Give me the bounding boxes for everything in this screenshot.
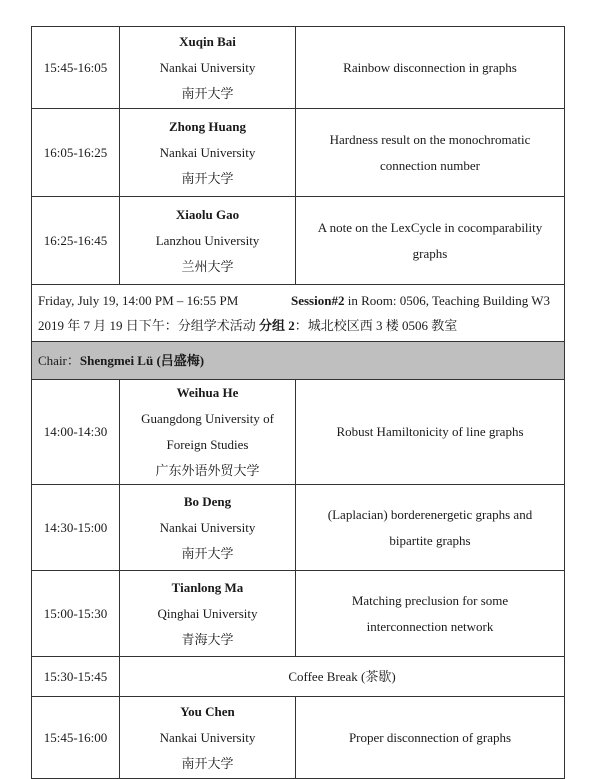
talk-title bbox=[296, 27, 565, 109]
talk-title-line: Matching preclusion for some bbox=[351, 592, 509, 608]
speaker-affiliation: Guangdong University of bbox=[141, 411, 274, 426]
time-cell: 15:45-16:05 bbox=[32, 27, 120, 109]
table-row bbox=[32, 485, 565, 571]
break-label: Coffee Break (茶歇) bbox=[120, 657, 565, 697]
speaker-name: Xuqin Bai bbox=[179, 33, 236, 49]
speaker-cell bbox=[120, 109, 296, 197]
talk-title bbox=[296, 109, 565, 197]
table-row bbox=[32, 697, 565, 779]
speaker-affiliation: Nankai University bbox=[159, 519, 256, 535]
chair-row bbox=[32, 342, 565, 380]
chair-label: Chair： bbox=[38, 352, 80, 368]
talk-title-line: (Laplacian) borderenergetic graphs and bbox=[327, 506, 533, 522]
speaker-affiliation: Qinghai University bbox=[157, 605, 258, 621]
session-line-zh bbox=[38, 313, 558, 338]
talk-title-line: Rainbow disconnection in graphs bbox=[343, 59, 517, 75]
table-row bbox=[32, 27, 565, 109]
session-zh-post: ：城北校区西 3 楼 0506 教室 bbox=[294, 318, 458, 333]
speaker-name: Zhong Huang bbox=[169, 118, 246, 134]
chair-name: Shengmei Lü (吕盛梅) bbox=[79, 352, 205, 368]
session-number: Session#2 bbox=[291, 293, 345, 308]
session-line-en bbox=[38, 288, 558, 313]
talk-title bbox=[296, 571, 565, 657]
speaker-name: Tianlong Ma bbox=[171, 579, 244, 595]
speaker-name: Bo Deng bbox=[183, 493, 232, 509]
speaker-affiliation: Foreign Studies bbox=[166, 437, 249, 452]
speaker-name: Weihua He bbox=[176, 385, 239, 400]
talk-title-line: interconnection network bbox=[366, 618, 494, 634]
schedule-table bbox=[31, 26, 565, 779]
talk-title-line: graphs bbox=[412, 245, 448, 261]
time-cell: 14:00-14:30 bbox=[32, 380, 120, 485]
speaker-cell bbox=[120, 571, 296, 657]
speaker-cell bbox=[120, 697, 296, 779]
session-room bbox=[291, 288, 550, 313]
talk-title-line: Robust Hamiltonicity of line graphs bbox=[336, 424, 524, 439]
chair-cell bbox=[32, 342, 565, 380]
table-row bbox=[32, 571, 565, 657]
speaker-affiliation: Nankai University bbox=[159, 729, 256, 745]
talk-title bbox=[296, 197, 565, 285]
talk-title: Proper disconnection of graphs bbox=[296, 697, 565, 779]
time-cell: 15:45-16:00 bbox=[32, 697, 120, 779]
time-cell: 15:30-15:45 bbox=[32, 657, 120, 697]
speaker-affiliation-zh: 南开大学 bbox=[181, 85, 234, 101]
time-cell: 14:30-15:00 bbox=[32, 485, 120, 571]
talk-title-line: connection number bbox=[380, 157, 480, 173]
session-datetime: Friday, July 19, 14:00 PM – 16:55 PM bbox=[38, 293, 239, 308]
session-zh-pre: 2019 年 7 月 19 日下午：分组学术活动 bbox=[38, 318, 260, 333]
speaker-affiliation: Lanzhou University bbox=[155, 232, 260, 248]
session-info bbox=[32, 285, 565, 342]
session-row bbox=[32, 285, 565, 342]
speaker-name: You Chen bbox=[180, 703, 235, 719]
speaker-affiliation-zh: 南开大学 bbox=[181, 755, 234, 771]
speaker-affiliation-zh: 兰州大学 bbox=[181, 258, 234, 274]
session-room-text: in Room: 0506, Teaching Building W3 bbox=[344, 293, 550, 308]
talk-title-line: Hardness result on the monochromatic bbox=[329, 131, 531, 147]
time-cell: 16:25-16:45 bbox=[32, 197, 120, 285]
speaker-cell bbox=[120, 485, 296, 571]
speaker-affiliation-zh: 青海大学 bbox=[181, 631, 234, 647]
time-cell: 15:00-15:30 bbox=[32, 571, 120, 657]
speaker-affiliation: Nankai University bbox=[159, 59, 256, 75]
time-cell: 16:05-16:25 bbox=[32, 109, 120, 197]
speaker-affiliation: Nankai University bbox=[159, 144, 256, 160]
session-zh-group: 分组 2 bbox=[259, 318, 295, 333]
break-row bbox=[32, 657, 565, 697]
speaker-cell bbox=[120, 27, 296, 109]
speaker-affiliation-zh: 南开大学 bbox=[181, 170, 234, 186]
speaker-name: Xiaolu Gao bbox=[175, 206, 240, 222]
table-row bbox=[32, 197, 565, 285]
talk-title bbox=[296, 485, 565, 571]
talk-title bbox=[296, 380, 565, 485]
table-row bbox=[32, 380, 565, 485]
talk-title-line: A note on the LexCycle in cocomparability bbox=[317, 219, 543, 235]
talk-title-line: bipartite graphs bbox=[389, 532, 471, 548]
speaker-affiliation-zh: 广东外语外贸大学 bbox=[155, 463, 260, 478]
table-row bbox=[32, 109, 565, 197]
speaker-cell bbox=[120, 197, 296, 285]
speaker-cell bbox=[120, 380, 296, 485]
speaker-affiliation-zh: 南开大学 bbox=[181, 545, 234, 561]
